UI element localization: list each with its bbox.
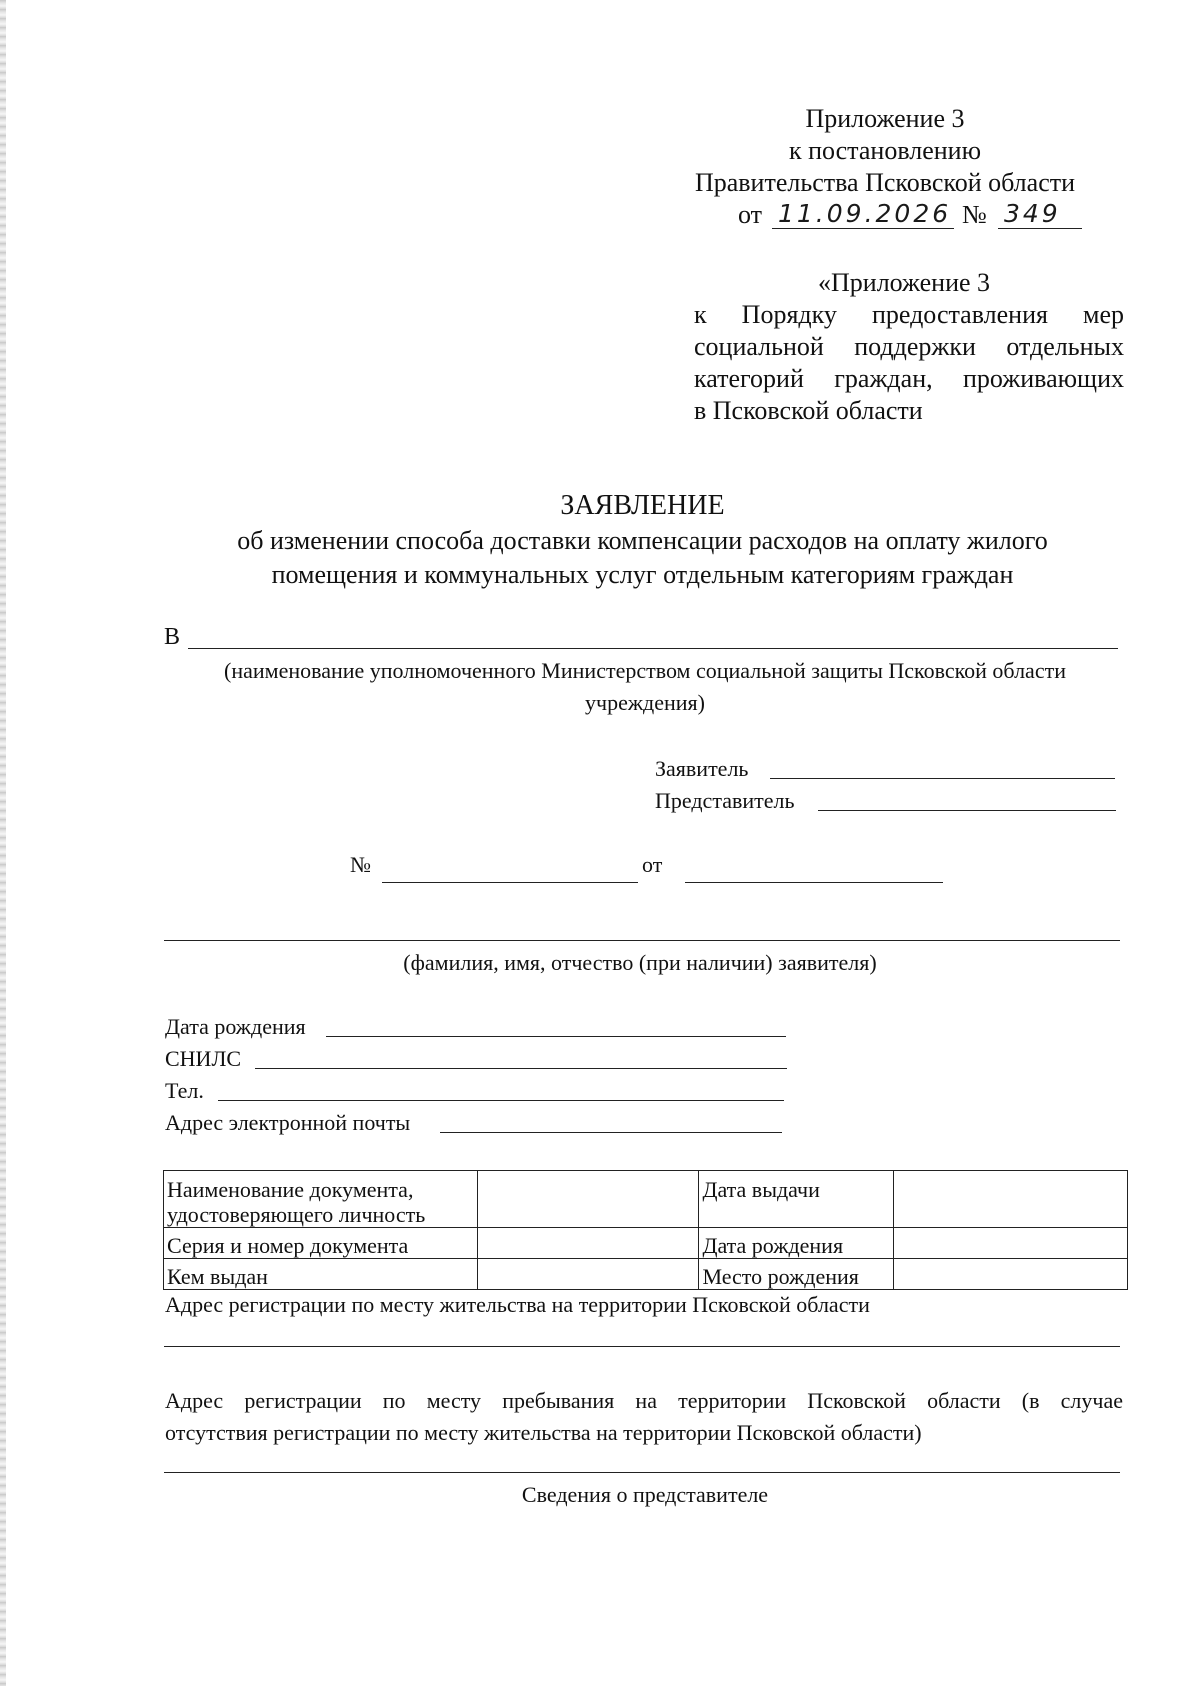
issued-by-value-cell[interactable] — [477, 1259, 699, 1290]
issue-date-value-cell[interactable] — [894, 1171, 1128, 1228]
snils-field-line[interactable] — [255, 1068, 787, 1069]
header-line-appendix: Приложение 3 — [805, 104, 965, 133]
header-date-handwritten: 11.09.2026 — [778, 199, 952, 228]
recipient-prefix: В — [164, 624, 181, 650]
title-main: ЗАЯВЛЕНИЕ — [560, 490, 725, 521]
stay-address-label-line-2: отсутствия регистрации по месту жительства на территории Псковской области) — [165, 1420, 922, 1445]
birth-date-field-line[interactable] — [326, 1036, 786, 1037]
series-number-label-cell — [164, 1228, 478, 1259]
number-field-line[interactable] — [382, 882, 638, 883]
doc-name-label-line-1: Наименование документа, — [167, 1177, 414, 1202]
table-row — [164, 1259, 1128, 1290]
recipient-caption-line-2: учреждения) — [585, 690, 705, 715]
series-number-label: Серия и номер документа — [167, 1233, 409, 1258]
header-number-handwritten: 349 — [1004, 199, 1061, 228]
header-number-underline — [998, 228, 1082, 229]
from-field-line[interactable] — [685, 882, 943, 883]
doc-name-label-line-2: удостоверяющего личность — [167, 1202, 426, 1227]
series-number-value-cell[interactable] — [477, 1228, 699, 1259]
appendix-line-5: в Псковской области — [694, 396, 923, 425]
header-date-underline — [772, 228, 954, 229]
stay-address-label-line-1: Адрес регистрации по месту пребывания на территории Псковской области (в случае — [165, 1388, 1123, 1413]
issue-date-label-cell — [699, 1171, 894, 1228]
birth-date-table-value-cell[interactable] — [894, 1228, 1128, 1259]
table-row — [164, 1228, 1128, 1259]
header-from-prefix: от — [738, 200, 763, 229]
fio-caption: (фамилия, имя, отчество (при наличии) заявителя) — [403, 950, 877, 975]
table-row — [164, 1171, 1128, 1228]
issued-by-label-cell — [164, 1259, 478, 1290]
header-line-government: Правительства Псковской области — [694, 168, 1076, 197]
from-label: от — [642, 852, 663, 877]
id-document-table — [163, 1170, 1128, 1290]
stay-address-field-line[interactable] — [164, 1472, 1120, 1473]
email-label: Адрес электронной почты — [165, 1110, 411, 1135]
appendix-line-2: к Порядку предоставления мер — [694, 300, 1124, 329]
birth-date-table-label-cell — [699, 1228, 894, 1259]
birth-place-label-cell — [699, 1259, 894, 1290]
title-line-1: об изменении способа доставки компенсации расходов на оплату жилого — [237, 526, 1048, 555]
appendix-line-3: социальной поддержки отдельных — [694, 332, 1124, 361]
issued-by-label: Кем выдан — [167, 1264, 268, 1289]
email-field-line[interactable] — [440, 1132, 782, 1133]
birth-date-table-label: Дата рождения — [702, 1233, 844, 1258]
birth-place-label: Место рождения — [702, 1264, 859, 1289]
recipient-caption-line-1: (наименование уполномоченного Министерством социальной защиты Псковской области — [224, 658, 1066, 683]
appendix-line-1: «Приложение 3 — [818, 268, 991, 297]
title-line-2: помещения и коммунальных услуг отдельным категориям граждан — [271, 560, 1014, 589]
birth-date-label: Дата рождения — [165, 1014, 306, 1039]
fio-field-line[interactable] — [164, 940, 1120, 941]
number-label: № — [350, 852, 371, 877]
residence-address-field-line[interactable] — [164, 1346, 1120, 1347]
residence-address-label: Адрес регистрации по месту жительства на территории Псковской области — [165, 1292, 870, 1317]
applicant-label: Заявитель — [655, 756, 749, 781]
snils-label: СНИЛС — [165, 1046, 242, 1071]
representative-section-title: Сведения о представителе — [521, 1482, 769, 1507]
appendix-line-4: категорий граждан, проживающих — [694, 364, 1124, 393]
header-line-resolution: к постановлению — [788, 136, 982, 165]
phone-label: Тел. — [165, 1078, 204, 1103]
recipient-field-line[interactable] — [188, 648, 1118, 649]
representative-label: Представитель — [655, 788, 795, 813]
header-number-prefix: № — [962, 200, 987, 229]
doc-name-value-cell[interactable] — [477, 1171, 699, 1228]
birth-place-value-cell[interactable] — [894, 1259, 1128, 1290]
scan-edge-artifact — [0, 0, 6, 1686]
phone-field-line[interactable] — [218, 1100, 784, 1101]
issue-date-label: Дата выдачи — [702, 1177, 820, 1202]
representative-field-line[interactable] — [818, 810, 1116, 811]
applicant-field-line[interactable] — [770, 778, 1115, 779]
doc-name-label-cell — [164, 1171, 478, 1228]
